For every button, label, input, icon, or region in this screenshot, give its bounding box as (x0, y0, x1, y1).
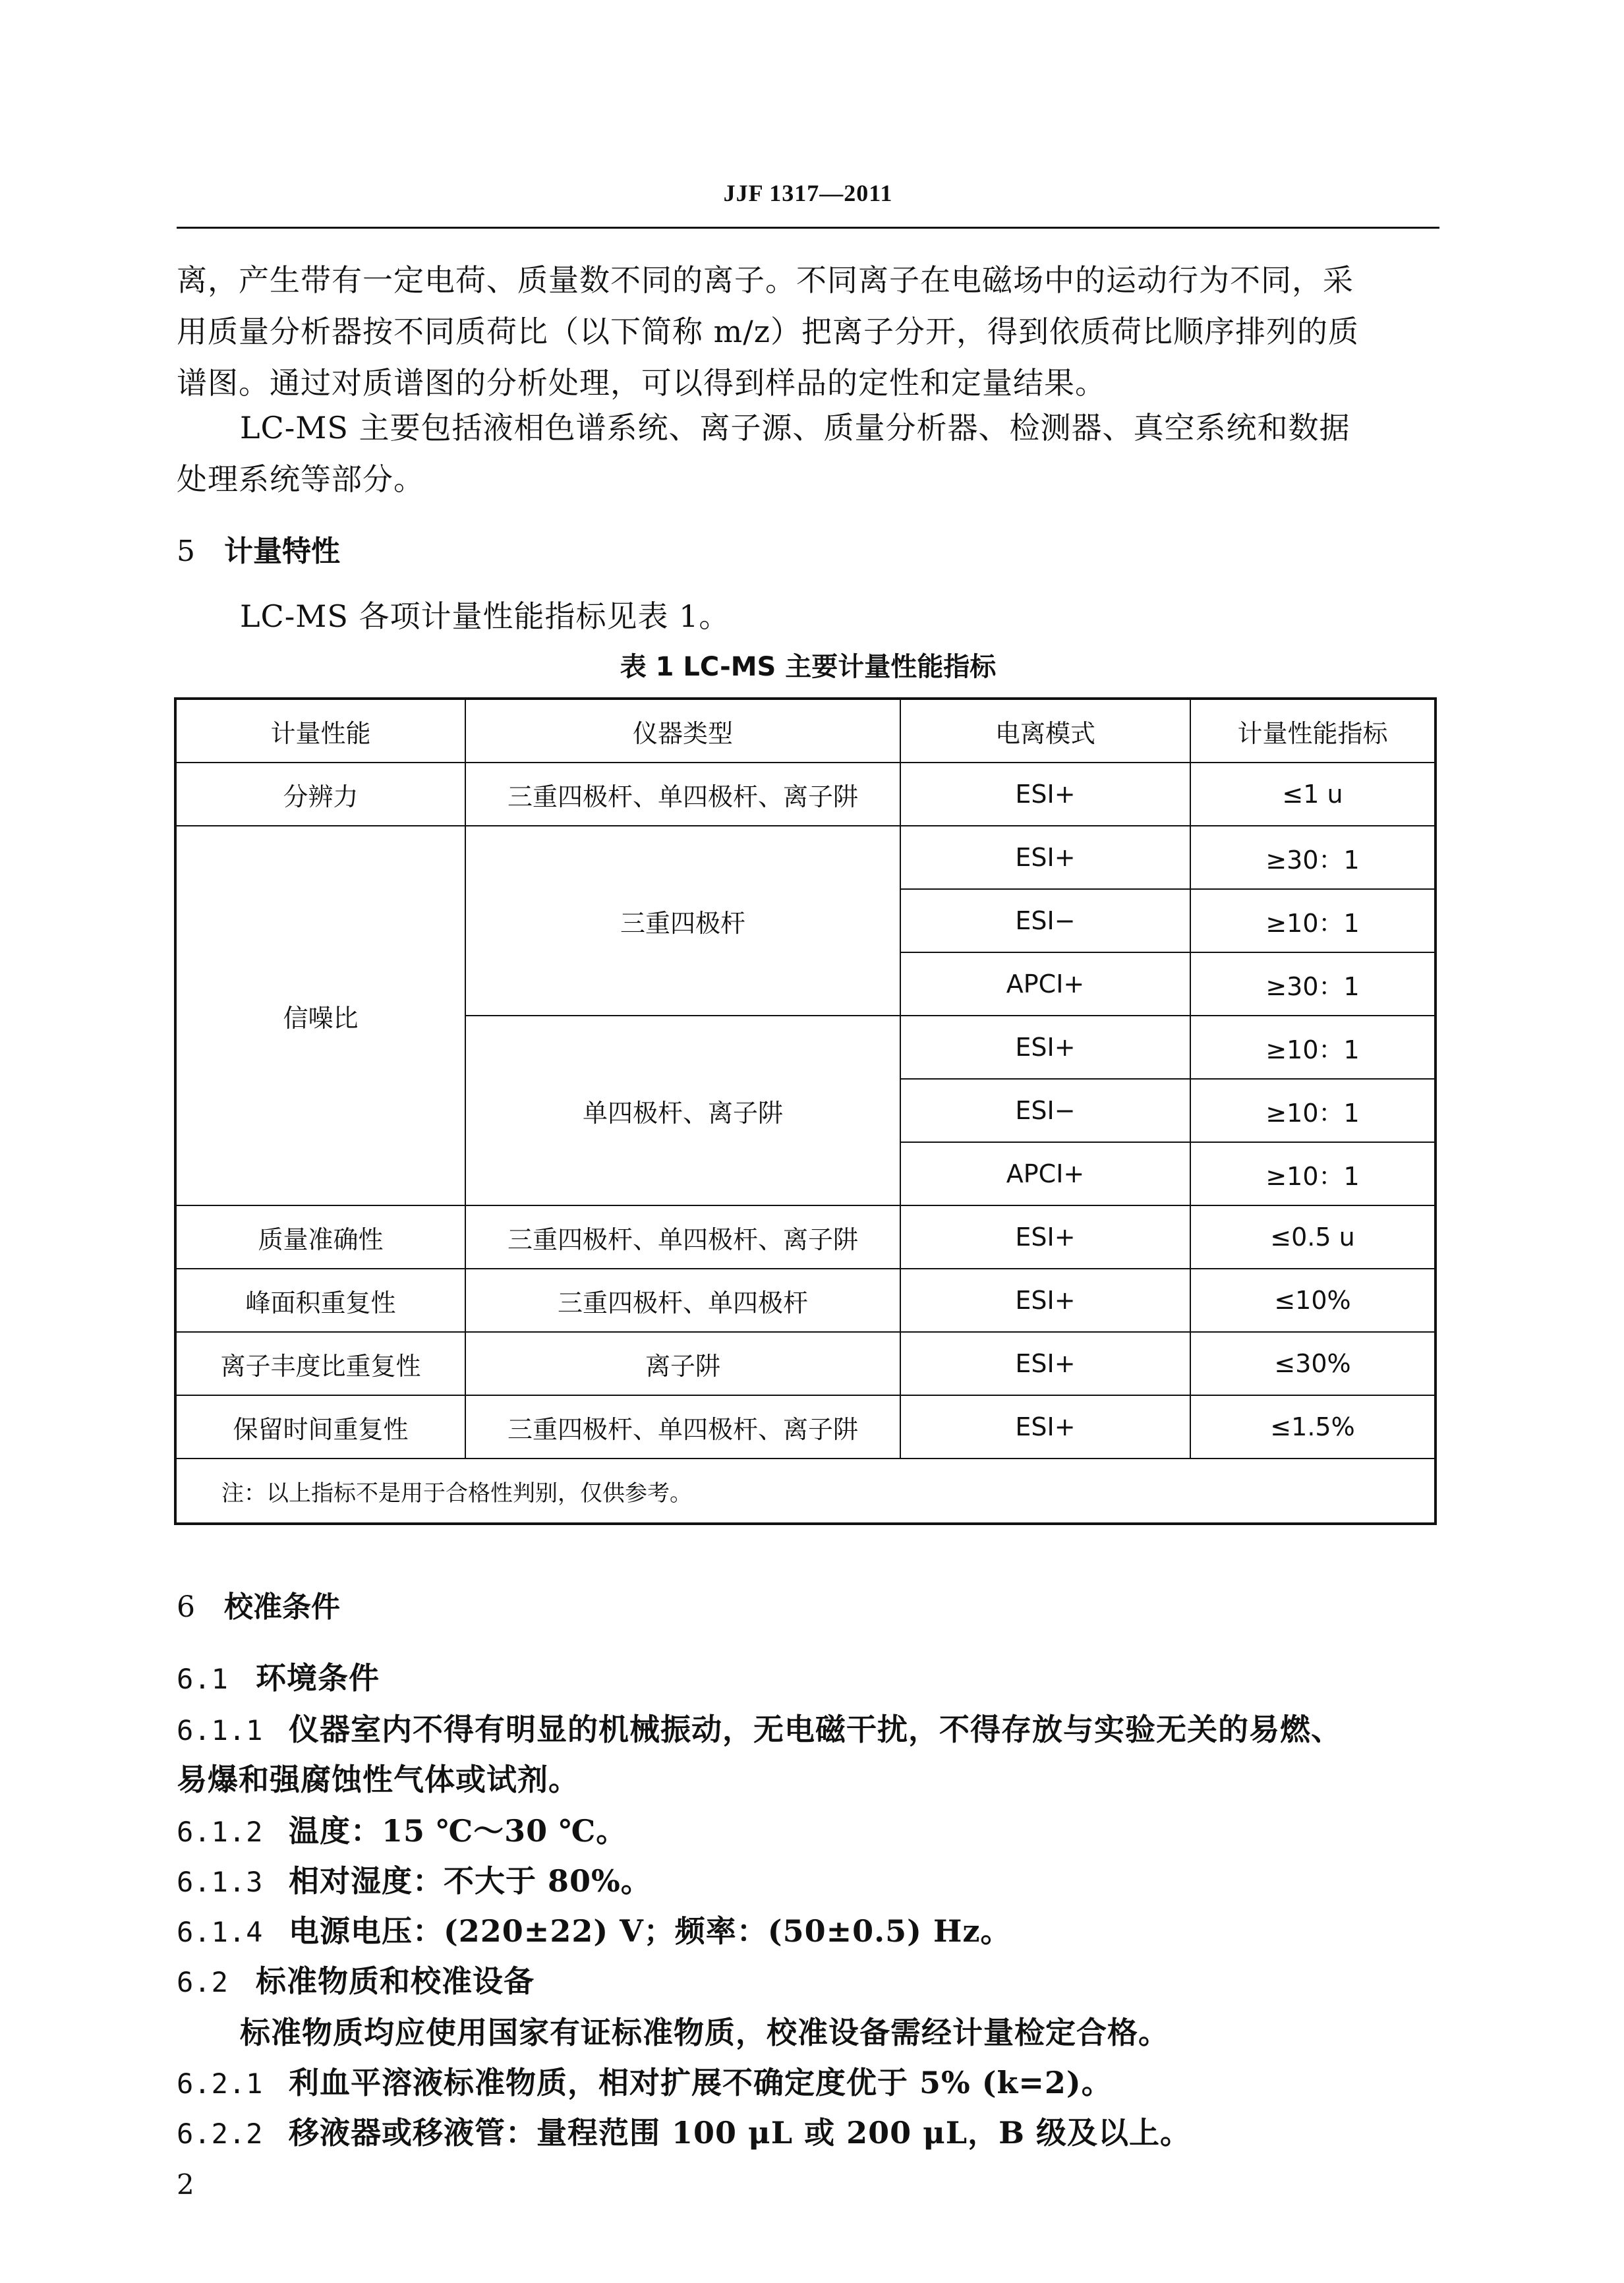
col-header-value: 计量性能指标 (1190, 699, 1436, 763)
cell-instrument: 离子阱 (465, 1332, 900, 1395)
section-6-1-2-text: 温度：15 ℃～30 ℃。 (289, 1813, 627, 1849)
section-6-1-title: 环境条件 (256, 1660, 380, 1696)
intro-line-3: 谱图。通过对质谱图的分析处理，可以得到样品的定性和定量结果。 (177, 365, 1106, 401)
cell-value: ≥10：1 (1190, 1016, 1436, 1079)
cell-instrument: 三重四极杆、单四极杆、离子阱 (465, 763, 900, 826)
section-6-2-title: 标准物质和校准设备 (256, 1963, 535, 1999)
table-note-row (175, 1459, 1436, 1524)
section-6-1-4 (177, 1907, 1012, 1951)
section-6-1 (177, 1654, 380, 1698)
section-6-1-4-number: 6.1.4 (177, 1916, 264, 1948)
table-1 (174, 697, 1437, 1525)
document-code-header: JJF 1317—2011 (723, 180, 893, 206)
table-note: 注：以上指标不是用于合格性判别，仅供参考。 (175, 1459, 1436, 1524)
cell-metric: 保留时间重复性 (175, 1395, 465, 1459)
cell-value: ≤1 u (1190, 763, 1436, 826)
cell-instrument: 三重四极杆、单四极杆、离子阱 (465, 1205, 900, 1269)
table-row (175, 1269, 1436, 1332)
section-6-1-2-number: 6.1.2 (177, 1816, 264, 1848)
cell-value: ≥10：1 (1190, 1142, 1436, 1205)
cell-value: ≥30：1 (1190, 952, 1436, 1016)
cell-metric: 信噪比 (175, 826, 465, 1205)
section-6-2-1 (177, 2059, 1113, 2102)
cell-value: ≤30% (1190, 1332, 1436, 1395)
cell-instrument: 单四极杆、离子阱 (465, 1016, 900, 1205)
section-6-2-2-text: 移液器或移液管：量程范围 100 μL 或 200 μL，B 级及以上。 (289, 2115, 1192, 2151)
table-header-row (175, 699, 1436, 763)
section-5-text (177, 591, 1439, 642)
section-6-heading (177, 1583, 340, 1625)
section-6-2 (177, 1957, 535, 2001)
section-6-1-4-text: 电源电压：(220±22) V；频率：(50±0.5) Hz。 (289, 1913, 1012, 1949)
header-rule (177, 227, 1439, 229)
cell-mode: ESI+ (900, 1269, 1190, 1332)
cell-instrument: 三重四极杆、单四极杆、离子阱 (465, 1395, 900, 1459)
section-6-number: 6 (177, 1590, 195, 1624)
section-5-sentence: LC-MS 各项计量性能指标见表 1。 (240, 598, 730, 634)
section-6-1-1 (177, 1706, 1342, 1749)
cell-mode: ESI+ (900, 1395, 1190, 1459)
cell-value: ≤10% (1190, 1269, 1436, 1332)
cell-value: ≥30：1 (1190, 826, 1436, 889)
table-row (175, 826, 1436, 889)
cell-value: ≥10：1 (1190, 889, 1436, 952)
cell-mode: ESI+ (900, 763, 1190, 826)
cell-metric: 分辨力 (175, 763, 465, 826)
table-row (175, 1395, 1436, 1459)
section-6-1-1-cont (177, 1756, 579, 1799)
cell-mode: ESI+ (900, 1332, 1190, 1395)
section-5-number: 5 (177, 535, 195, 568)
cell-instrument: 三重四极杆、单四极杆 (465, 1269, 900, 1332)
section-6-2-text (240, 2009, 1169, 2052)
section-6-2-number: 6.2 (177, 1966, 229, 1998)
section-6-1-3-text: 相对湿度：不大于 80%。 (289, 1863, 652, 1899)
col-header-metric: 计量性能 (175, 699, 465, 763)
section-6-2-2 (177, 2109, 1191, 2153)
col-header-mode: 电离模式 (900, 699, 1190, 763)
cell-mode: ESI+ (900, 1205, 1190, 1269)
composition-line-1: LC-MS 主要包括液相色谱系统、离子源、质量分析器、检测器、真空系统和数据 (240, 410, 1350, 446)
page-number: 2 (177, 2168, 194, 2201)
table-row (175, 1332, 1436, 1395)
cell-metric: 峰面积重复性 (175, 1269, 465, 1332)
section-6-1-1-line-2: 易爆和强腐蚀性气体或试剂。 (177, 1762, 579, 1797)
table-row (175, 763, 1436, 826)
cell-value: ≤0.5 u (1190, 1205, 1436, 1269)
section-6-1-2 (177, 1807, 627, 1851)
section-6-1-3-number: 6.1.3 (177, 1866, 264, 1898)
intro-paragraph (177, 254, 1439, 409)
cell-mode: ESI− (900, 889, 1190, 952)
cell-mode: ESI+ (900, 826, 1190, 889)
section-6-1-number: 6.1 (177, 1663, 229, 1695)
section-6-2-sentence: 标准物质均应使用国家有证标准物质，校准设备需经计量检定合格。 (240, 2015, 1169, 2050)
table-1-caption: 表 1 LC-MS 主要计量性能指标 (620, 652, 997, 682)
section-5-title: 计量特性 (224, 535, 340, 568)
section-6-1-3 (177, 1857, 652, 1901)
cell-mode: ESI+ (900, 1016, 1190, 1079)
section-6-title: 校准条件 (224, 1590, 340, 1624)
table-row (175, 1205, 1436, 1269)
cell-mode: APCI+ (900, 1142, 1190, 1205)
cell-instrument: 三重四极杆 (465, 826, 900, 1016)
col-header-instrument: 仪器类型 (465, 699, 900, 763)
section-5-heading (177, 527, 340, 569)
section-6-2-2-number: 6.2.2 (177, 2118, 264, 2150)
section-6-2-1-number: 6.2.1 (177, 2067, 264, 2100)
section-6-1-1-number: 6.1.1 (177, 1714, 264, 1747)
cell-mode: APCI+ (900, 952, 1190, 1016)
cell-value: ≥10：1 (1190, 1079, 1436, 1142)
section-6-2-1-text: 利血平溶液标准物质，相对扩展不确定度优于 5% (k=2)。 (289, 2065, 1113, 2100)
composition-line-2: 处理系统等部分。 (177, 461, 424, 497)
intro-line-1: 离，产生带有一定电荷、质量数不同的离子。不同离子在电磁场中的运动行为不同，采 (177, 262, 1354, 298)
cell-mode: ESI− (900, 1079, 1190, 1142)
cell-metric: 质量准确性 (175, 1205, 465, 1269)
cell-value: ≤1.5% (1190, 1395, 1436, 1459)
intro-line-2: 用质量分析器按不同质荷比（以下简称 m/z）把离子分开，得到依质荷比顺序排列的质 (177, 314, 1359, 349)
cell-metric: 离子丰度比重复性 (175, 1332, 465, 1395)
lcms-composition-paragraph (177, 402, 1439, 505)
section-6-1-1-line-1: 仪器室内不得有明显的机械振动，无电磁干扰，不得存放与实验无关的易燃、 (289, 1712, 1342, 1747)
